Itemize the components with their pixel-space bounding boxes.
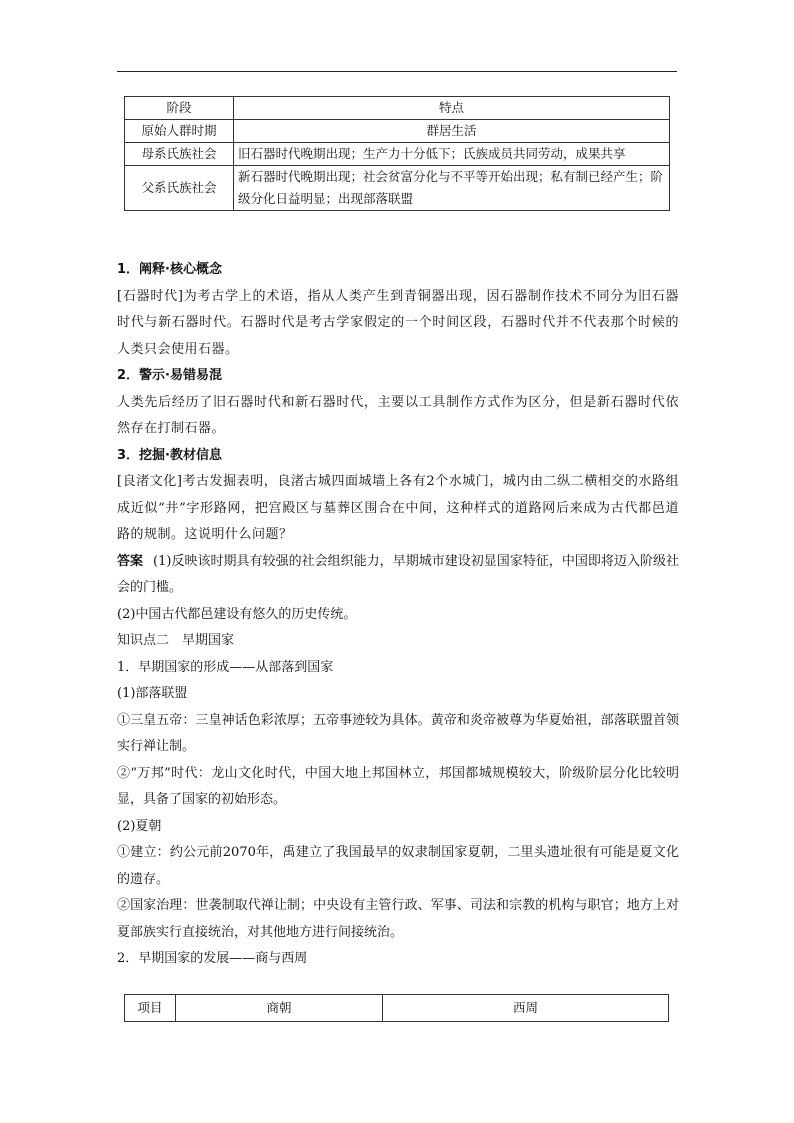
shang-zhou-table: [124, 994, 669, 1022]
paragraph: ①建立：约公元前2070年，禹建立了我国最早的奴隶制国家夏朝，二里头遗址很有可能是夏文化的遗存。: [117, 845, 679, 887]
subheading: 2．早期国家的发展——商与西周: [117, 951, 308, 966]
table-header-cell: 商朝: [176, 995, 383, 1022]
table-header-cell: 项目: [125, 995, 176, 1022]
knowledge-title: 知识点二 早期国家: [117, 633, 235, 648]
subheading: 1．早期国家的形成——从部落到国家: [117, 659, 334, 675]
table-row: [125, 166, 670, 211]
section-paragraph: [石器时代]为考古学上的术语，指从人类产生到青铜器出现，因石器制作技术不同分为旧石器时代与新石器时代。石器时代是考古学家假定的一个时间区段，石器时代并不代表那个时候的人类只会使用石器。: [117, 288, 679, 357]
header-rule: [117, 71, 677, 72]
subheading: (2)夏朝: [117, 818, 162, 834]
section-heading: 3．挖掘·教材信息: [117, 447, 222, 463]
section-heading: 2．警示·易错易混: [117, 368, 222, 383]
table-cell-feature: 新石器时代晚期出现；社会贫富分化与不平等开始出现；私有制已经产生；阶级分化日益明显；出现部落联盟: [234, 166, 670, 211]
section-heading: 1．阐释·核心概念: [117, 262, 222, 277]
table-cell-feature: 旧石器时代晚期出现；生产力十分低下；氏族成员共同劳动，成果共享: [234, 143, 670, 166]
paragraph: ②国家治理：世袭制取代禅让制；中央设有主管行政、军事、司法和宗教的机构与职官；地方上对夏部族实行直接统治，对其他地方进行间接统治。: [117, 898, 679, 940]
table-cell-feature: 群居生活: [234, 120, 670, 143]
answer-paragraph: [117, 549, 679, 602]
table-cell-stage: 父系氏族社会: [125, 166, 234, 211]
table-header-cell: 阶段: [125, 97, 234, 120]
table-row: [125, 143, 670, 166]
table-header-row: [125, 97, 670, 120]
subheading: (1)部落联盟: [117, 686, 188, 701]
answer-label: 答案: [117, 553, 144, 569]
paragraph: ②“万邦”时代：龙山文化时代，中国大地上邦国林立，邦国都城规模较大，阶级阶层分化比较明显，具备了国家的初始形态。: [117, 765, 679, 807]
answer-paragraph: (2)中国古代都邑建设有悠久的历史传统。: [117, 606, 357, 622]
main-content: [117, 257, 679, 973]
table-cell-stage: 原始人群时期: [125, 120, 234, 143]
section-paragraph: 人类先后经历了旧石器时代和新石器时代，主要以工具制作方式作为区分，但是新石器时代依然存在打制石器。: [117, 394, 679, 436]
answer-text: (1)反映该时期具有较强的社会组织能力，早期城市建设初显国家特征，中国即将迈入阶级社会的门槛。: [117, 553, 679, 595]
table-cell-stage: 母系氏族社会: [125, 143, 234, 166]
society-stages-table: [124, 96, 670, 211]
table-header-cell: 西周: [383, 995, 669, 1022]
table-header-row: [125, 995, 669, 1022]
table-header-cell: 特点: [234, 97, 670, 120]
section-paragraph: [良渚文化]考古发掘表明，良渚古城四面城墙上各有2个水城门，城内由二纵二横相交的水路组成近似“井”字形路网，把宫殿区与墓葬区围合在中间，这种样式的道路网后来成为古代都邑道路的规制。这说明什么问题？: [117, 474, 679, 542]
table-row: [125, 120, 670, 143]
paragraph: ①三皇五帝：三皇神话色彩浓厚；五帝事迹较为具体。黄帝和炎帝被尊为华夏始祖，部落联盟首领实行禅让制。: [117, 712, 679, 754]
